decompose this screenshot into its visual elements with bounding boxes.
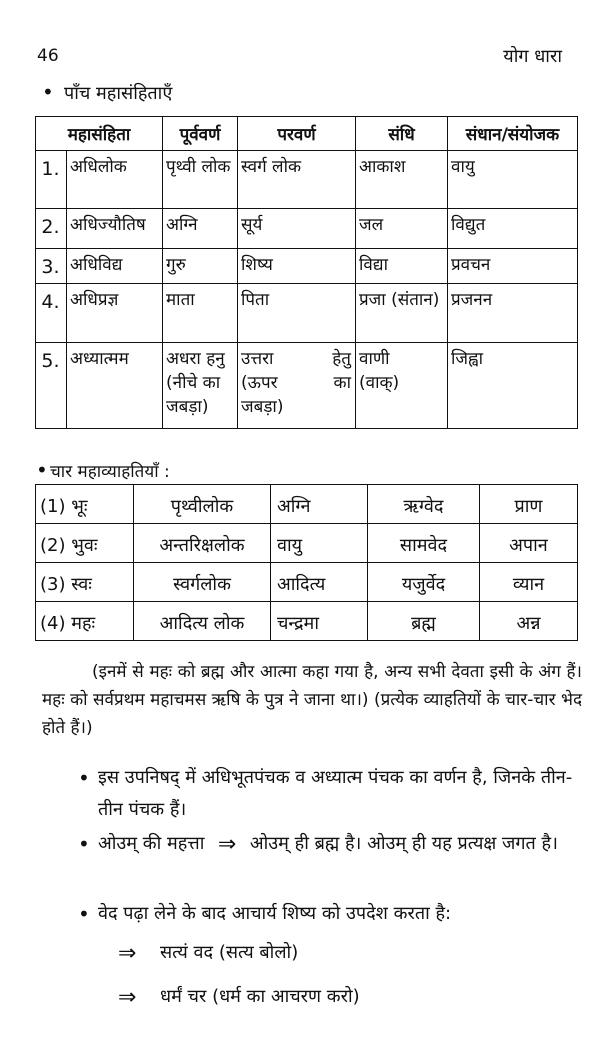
table-cell [356, 343, 448, 429]
table-cell: जिह्वा [448, 343, 578, 429]
implies-arrow-icon: ⇒ [118, 985, 137, 1010]
row-number: 5. [36, 343, 67, 429]
table-cell: माता [163, 284, 238, 343]
column-header: पूर्ववर्ण [163, 117, 238, 151]
table-cell: पृथ्वीलोक [134, 485, 271, 524]
bullet-text: ओउम् ही ब्रह्म है। ओउम् ही यह प्रत्यक्ष जगत है। [249, 833, 558, 854]
cell-line: जबड़ा) [166, 397, 209, 417]
table-cell: अधिज्यौतिष [67, 209, 163, 249]
row-number: 1. [36, 151, 67, 209]
table-cell: अपान [480, 524, 578, 563]
cell-word: हेतु [332, 349, 351, 369]
running-head-title: योग धारा [503, 46, 562, 67]
table-cell: अन्तरिक्षलोक [134, 524, 271, 563]
page-number: 46 [37, 46, 59, 66]
table-cell: अधिप्रज्ञ [67, 284, 163, 343]
table-cell: जल [356, 209, 448, 249]
row-number: 3. [36, 249, 67, 284]
table-cell: (2) भुवः [36, 524, 134, 563]
table-cell: अधिविद्य [67, 249, 163, 284]
bullet-icon: • [36, 458, 48, 482]
row-number: 4. [36, 284, 67, 343]
table-cell: प्राण [480, 485, 578, 524]
section2-heading-text: चार महाव्याहतियाँ : [50, 462, 170, 482]
column-header: संधि [356, 117, 448, 151]
table-cell: विद्या [356, 249, 448, 284]
column-header: परवर्ण [238, 117, 356, 151]
cell-line: जबड़ा) [241, 397, 284, 417]
table-cell: अधिलोक [67, 151, 163, 209]
section2-heading [36, 458, 170, 482]
mahasamhita-table [35, 116, 578, 429]
table-row [36, 602, 578, 641]
table-cell: सूर्य [238, 209, 356, 249]
table-cell: (3) स्वः [36, 563, 134, 602]
implies-arrow-icon: ⇒ [118, 941, 137, 966]
table-row [36, 249, 578, 284]
table-cell: व्यान [480, 563, 578, 602]
cell-line: (नीचे का [166, 373, 221, 393]
paragraph-text: (इनमें से महः को ब्रह्म और आत्मा कहा गया है, अन्य सभी देवता इसी के अंग हैं। महः को सर्वप्रथम महाचमस ऋषि के पुत्र ने जाना था।) (प्रत्येक व्याहतियों के चार-चार भेद होते हैं।) [42, 662, 582, 738]
table-cell [163, 343, 238, 429]
table-cell: आकाश [356, 151, 448, 209]
cell-line [241, 347, 351, 371]
table-cell: यजुर्वेद [368, 563, 480, 602]
table-row [36, 563, 578, 602]
bullet-icon: • [78, 832, 90, 856]
section1-heading [42, 80, 172, 105]
arrow-line [118, 940, 298, 966]
table-cell: (1) भूः [36, 485, 134, 524]
column-header: संधान/संयोजक [448, 117, 578, 151]
arrow-line [118, 984, 360, 1010]
table-cell: अग्नि [271, 485, 368, 524]
arrow-line-text: सत्यं वद (सत्य बोलो) [160, 942, 299, 963]
bullet-text: इस उपनिषद् में अधिभूतपंचक व अध्यात्म पंचक का वर्णन है, जिनके तीन-तीन पंचक हैं। [98, 767, 573, 820]
table-cell: पिता [238, 284, 356, 343]
cell-word: उत्तरा [241, 349, 274, 369]
implies-arrow-icon: ⇒ [217, 832, 237, 857]
column-header: महासंहिता [36, 117, 163, 151]
note-paragraph [42, 658, 582, 742]
bullet-icon: • [78, 902, 90, 926]
bullet-text: वेद पढ़ा लेने के बाद आचार्य शिष्य को उपदेश करता है: [98, 903, 452, 924]
cell-word: (ऊपर [241, 373, 278, 393]
table-cell: विद्युत [448, 209, 578, 249]
table-cell: आदित्य लोक [134, 602, 271, 641]
table-cell: प्रजनन [448, 284, 578, 343]
table-cell: अग्नि [163, 209, 238, 249]
table-cell: आदित्य [271, 563, 368, 602]
bullet-icon: • [42, 80, 54, 104]
table-cell: स्वर्ग लोक [238, 151, 356, 209]
table-cell: ऋग्वेद [368, 485, 480, 524]
section1-heading-text: पाँच महासंहिताएँ [64, 83, 173, 104]
table-cell: शिष्य [238, 249, 356, 284]
arrow-line-text: धर्मं चर (धर्म का आचरण करो) [160, 986, 360, 1007]
table-cell: प्रजा (संतान) [356, 284, 448, 343]
table-cell: अन्न [480, 602, 578, 641]
table-header-row [36, 117, 578, 151]
table-cell [238, 343, 356, 429]
bullet-icon: • [78, 766, 90, 790]
table-cell: वायु [271, 524, 368, 563]
table-row [36, 209, 578, 249]
table-cell: ब्रह्म [368, 602, 480, 641]
bullet-text: ओउम् की महत्ता [98, 833, 205, 854]
table-row [36, 524, 578, 563]
cell-line [241, 371, 351, 395]
mahavyahriti-table [35, 484, 578, 641]
table-cell: सामवेद [368, 524, 480, 563]
table-cell: गुरु [163, 249, 238, 284]
cell-line: अधरा हनु [166, 349, 225, 369]
cell-line: (वाक्) [359, 373, 400, 393]
table-row [36, 284, 578, 343]
row-number: 2. [36, 209, 67, 249]
table-cell: प्रवचन [448, 249, 578, 284]
table-cell: (4) महः [36, 602, 134, 641]
table-cell: पृथ्वी लोक [163, 151, 238, 209]
cell-word: का [333, 373, 351, 393]
table-row [36, 343, 578, 429]
table-cell: चन्द्रमा [271, 602, 368, 641]
table-row [36, 151, 578, 209]
bullet-item [78, 828, 586, 861]
table-cell: वायु [448, 151, 578, 209]
bullet-item [78, 762, 586, 826]
cell-line: वाणी [359, 349, 390, 369]
table-cell: स्वर्गलोक [134, 563, 271, 602]
bullet-item [78, 898, 586, 930]
table-row [36, 485, 578, 524]
table-cell: अध्यात्मम [67, 343, 163, 429]
